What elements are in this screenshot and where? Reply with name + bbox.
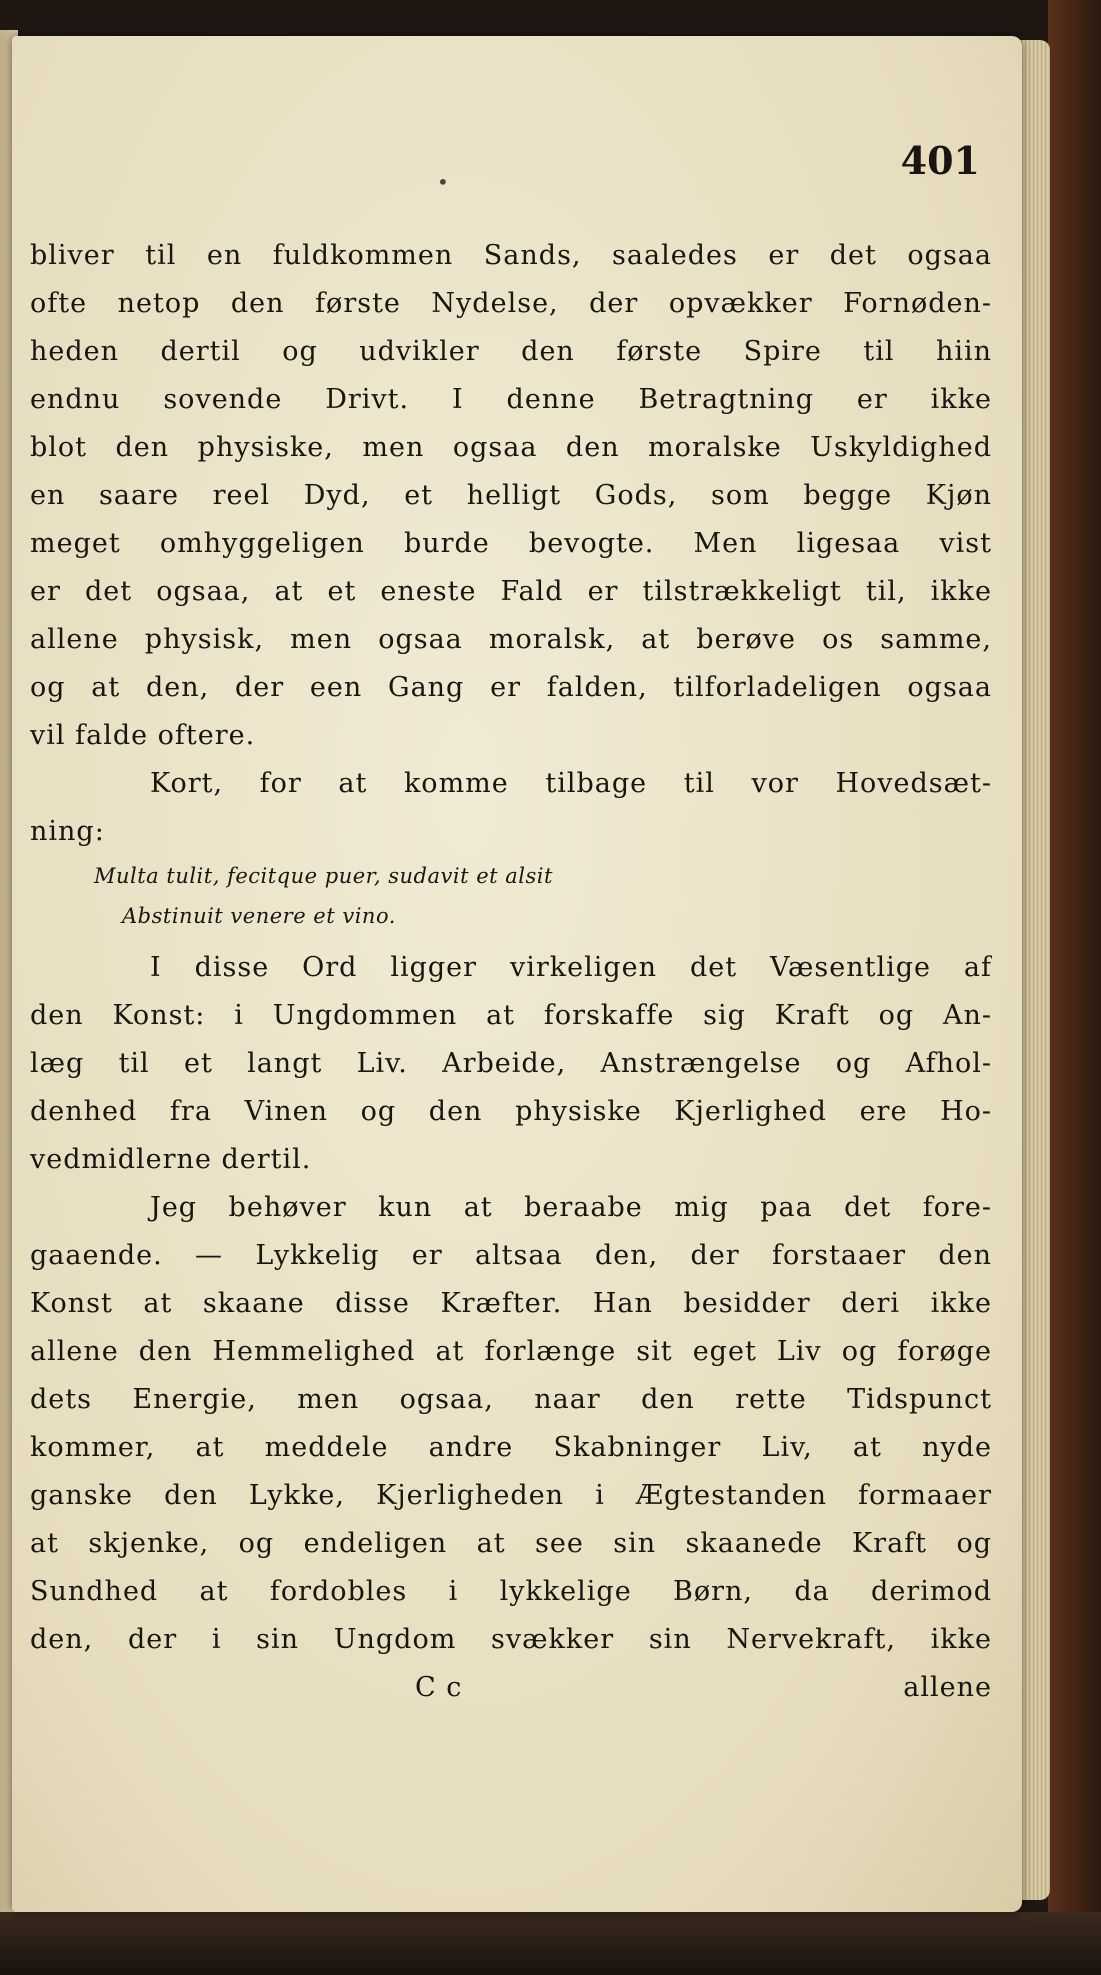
paragraph [30, 232, 992, 760]
text-line: en saare reel Dyd, et helligt Gods, som begge Kjøn [30, 480, 992, 511]
page-footer [30, 1664, 992, 1712]
text-line: vil falde oftere. [30, 720, 256, 751]
latin-quote [30, 856, 992, 936]
text-line: allene den Hemmelighed at forlænge sit eget Liv og forøge [30, 1336, 992, 1367]
text-line: I disse Ord ligger virkeligen det Væsentlige af [150, 952, 992, 983]
text-line: ning: [30, 816, 105, 847]
quote-line: Multa tulit, fecitque puer, sudavit et alsit [94, 864, 553, 888]
signature-mark: C c [415, 1672, 463, 1703]
text-line: læg til et langt Liv. Arbeide, Anstrængelse og Afhol- [30, 1048, 992, 1079]
text-line: Konst at skaane disse Kræfter. Han besidder deri ikke [30, 1288, 992, 1319]
text-line: ganske den Lykke, Kjerligheden i Ægtestanden formaaer [30, 1480, 992, 1511]
text-line: Kort, for at komme tilbage til vor Hovedsæt- [150, 768, 992, 799]
text-line: meget omhyggeligen burde bevogte. Men ligesaa vist [30, 528, 992, 559]
catchword: allene [903, 1672, 992, 1703]
text-line: allene physisk, men ogsaa moralsk, at berøve os samme, [30, 624, 992, 655]
text-line: og at den, der een Gang er falden, tilforladeligen ogsaa [30, 672, 992, 703]
text-line: heden dertil og udvikler den første Spire til hiin [30, 336, 992, 367]
text-line: vedmidlerne dertil. [30, 1144, 312, 1175]
text-line: den Konst: i Ungdommen at forskaffe sig Kraft og An- [30, 1000, 992, 1031]
text-line: bliver til en fuldkommen Sands, saaledes er det ogsaa [30, 240, 992, 271]
text-line: at skjenke, og endeligen at see sin skaanede Kraft og [30, 1528, 992, 1559]
book-cover [1048, 0, 1101, 1975]
text-line: kommer, at meddele andre Skabninger Liv, at nyde [30, 1432, 992, 1463]
background-surface [0, 1912, 1101, 1975]
text-line: denhed fra Vinen og den physiske Kjerlighed ere Ho- [30, 1096, 992, 1127]
paragraph [30, 1184, 992, 1664]
page-body [30, 232, 992, 1712]
text-line: er det ogsaa, at et eneste Fald er tilstrækkeligt til, ikke [30, 576, 992, 607]
text-line: den, der i sin Ungdom svækker sin Nervekraft, ikke [30, 1624, 992, 1655]
text-line: Sundhed at fordobles i lykkelige Børn, da derimod [30, 1576, 992, 1607]
text-line: Jeg behøver kun at beraabe mig paa det fore- [150, 1192, 992, 1223]
quote-line: Abstinuit venere et vino. [122, 904, 396, 928]
text-line: ofte netop den første Nydelse, der opvækker Fornøden- [30, 288, 992, 319]
ornament-dot: • [437, 170, 449, 194]
text-line: gaaende. — Lykkelig er altsaa den, der forstaaer den [30, 1240, 992, 1271]
page-number: 401 [900, 138, 980, 183]
paragraph [30, 944, 992, 1184]
paragraph [30, 760, 992, 856]
text-line: endnu sovende Drivt. I denne Betragtning er ikke [30, 384, 992, 415]
text-line: dets Energie, men ogsaa, naar den rette Tidspunct [30, 1384, 992, 1415]
text-line: blot den physiske, men ogsaa den moralske Uskyldighed [30, 432, 992, 463]
